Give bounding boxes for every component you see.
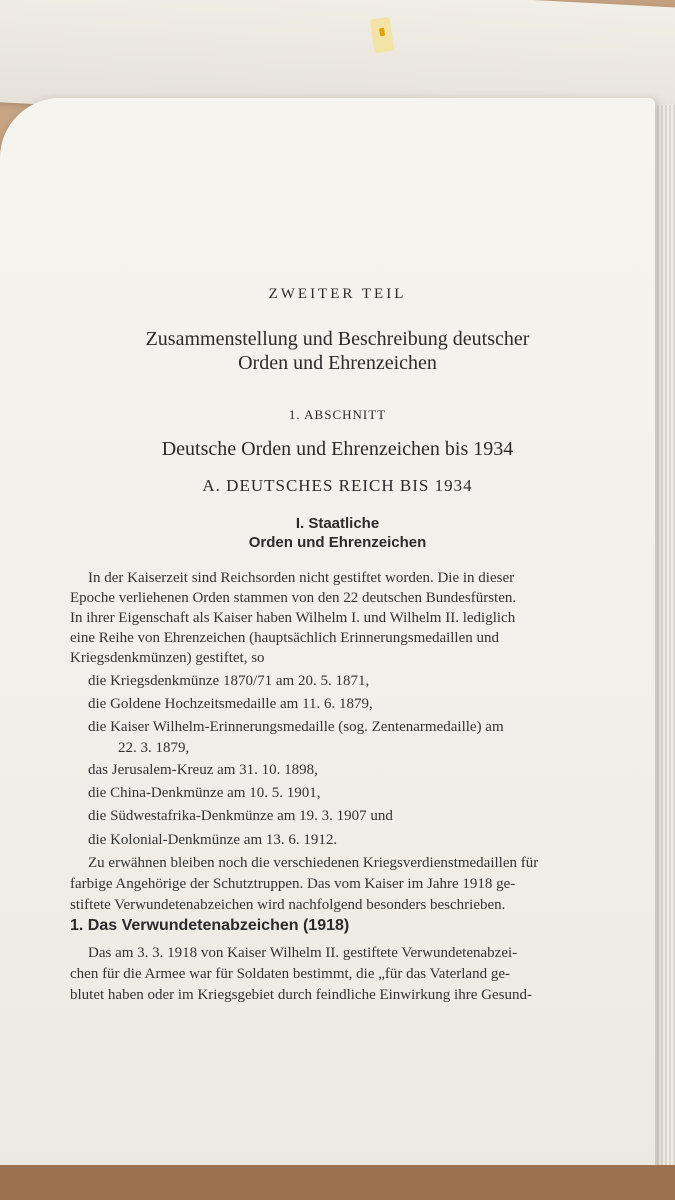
intro-line: eine Reihe von Ehrenzeichen (hauptsächlich Erinnerungsmedaillen und — [70, 630, 500, 646]
list-item: die Kriegsdenkmünze 1870/71 am 20. 5. 1871, — [88, 673, 370, 689]
main-title-line-2: Orden und Ehrenzeichen — [238, 352, 437, 374]
list-item: die China-Denkmünze am 10. 5. 1901, — [88, 785, 321, 801]
intro-line: In ihrer Eigenschaft als Kaiser haben Wilhelm I. und Wilhelm II. lediglich — [70, 610, 516, 626]
list-item: das Jerusalem-Kreuz am 31. 10. 1898, — [88, 762, 318, 778]
intro-line: In der Kaiserzeit sind Reichsorden nicht gestiftet worden. Die in dieser — [88, 570, 515, 586]
closing-line: Zu erwähnen bleiben noch die verschiedenen Kriegsverdienstmedaillen für — [88, 855, 539, 871]
subheading-line-1: I. Staatliche — [295, 515, 380, 532]
closing-line: farbige Angehörige der Schutztruppen. Das vom Kaiser im Jahre 1918 ge- — [70, 876, 516, 892]
part-title: ZWEITER TEIL — [268, 286, 407, 302]
body-line: blutet haben oder im Kriegsgebiet durch feindliche Einwirkung ihre Gesund- — [70, 987, 532, 1003]
closing-line: stiftete Verwundetenabzeichen wird nachfolgend besonders beschrieben. — [70, 897, 506, 913]
body-line: Das am 3. 3. 1918 von Kaiser Wilhelm II. gestiftete Verwundetenabzei- — [88, 945, 518, 961]
intro-line: Epoche verliehenen Orden stammen von den 22 deutschen Bundesfürsten. — [70, 590, 517, 606]
section-heading: 1. Das Verwundetenabzeichen (1918) — [70, 917, 350, 934]
list-item: die Südwestafrika-Denkmünze am 19. 3. 1907 und — [88, 808, 393, 824]
list-item: 22. 3. 1879, — [118, 740, 190, 756]
main-title-line-1: Zusammenstellung und Beschreibung deutscher — [145, 328, 530, 350]
subsection-title: A. DEUTSCHES REICH BIS 1934 — [202, 476, 473, 495]
list-item: die Goldene Hochzeitsmedaille am 11. 6. 1879, — [88, 696, 373, 712]
section-title: Deutsche Orden und Ehrenzeichen bis 1934 — [161, 438, 514, 460]
subheading-line-2: Orden und Ehrenzeichen — [248, 534, 427, 551]
body-line: chen für die Armee war für Soldaten bestimmt, die „für das Vaterland ge- — [70, 966, 510, 982]
intro-line: Kriegsdenkmünzen) gestiftet, so — [70, 650, 265, 666]
list-item: die Kaiser Wilhelm-Erinnerungsmedaille (sog. Zentenarmedaille) am — [88, 719, 504, 735]
section-label: 1. ABSCHNITT — [288, 407, 387, 422]
list-item: die Kolonial-Denkmünze am 13. 6. 1912. — [88, 832, 338, 848]
